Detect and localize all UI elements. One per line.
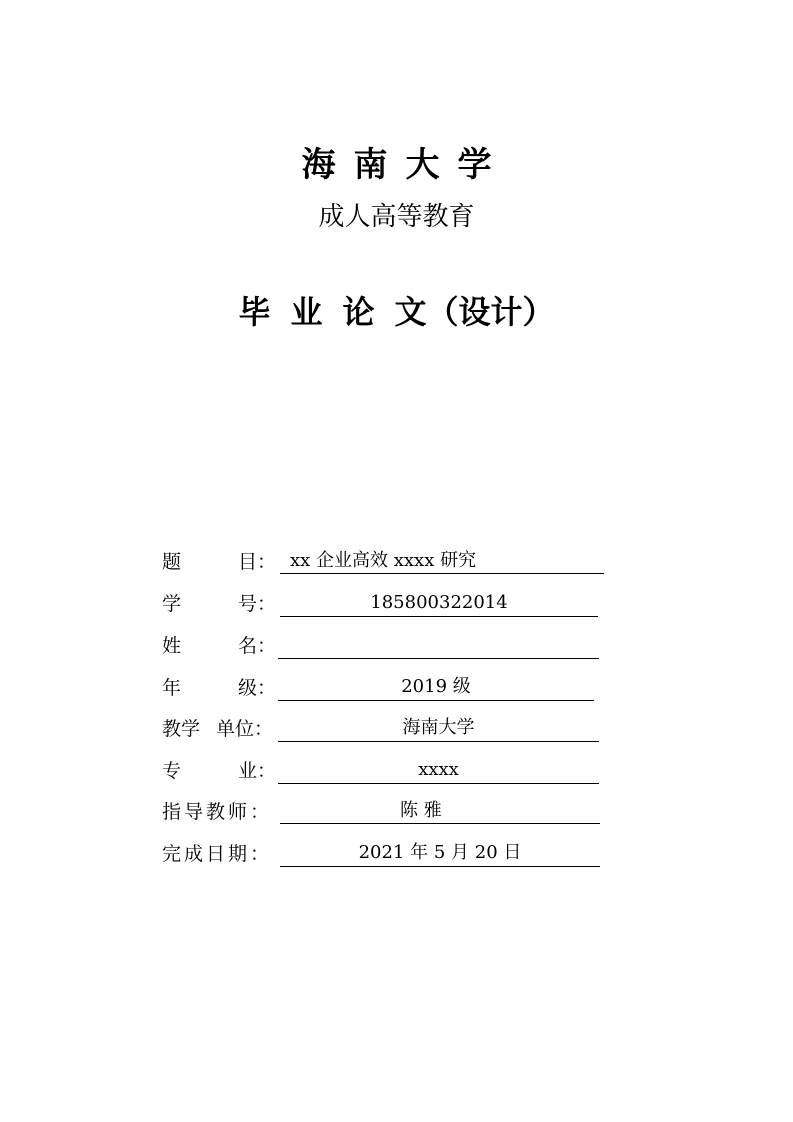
program-subtitle: 成人高等教育 — [318, 202, 475, 232]
major-field[interactable]: xxxx — [278, 757, 599, 784]
title-field[interactable]: xx 企业高效 xxxx 研究 — [280, 548, 604, 574]
student-id-field[interactable]: 185800322014 — [280, 590, 598, 617]
field-label: 指导教师： — [162, 801, 273, 823]
completion-date-field[interactable]: 2021 年 5 月 20 日 — [280, 840, 600, 867]
field-label: 年 级： — [162, 677, 277, 699]
field-label: 专 业： — [162, 760, 277, 782]
advisor-field[interactable]: 陈 雅 — [280, 798, 600, 824]
grade-field[interactable]: 2019 级 — [278, 674, 594, 701]
field-label: 题 目： — [162, 551, 277, 573]
doc-type-char: 论 — [342, 293, 375, 331]
institution-field[interactable]: 海南大学 — [278, 715, 599, 742]
field-label: 教学 单位： — [162, 718, 274, 740]
university-name: 海南大学 — [301, 145, 510, 185]
field-label: 学 号： — [162, 593, 277, 615]
name-field[interactable] — [278, 632, 599, 659]
doc-type-char: 业 — [290, 293, 323, 331]
field-label: 姓 名： — [162, 635, 277, 657]
doc-type-char: 毕 — [238, 293, 271, 331]
doc-type-paren: （设计） — [426, 293, 555, 331]
doc-type-char: 文 — [394, 293, 427, 331]
document-type — [0, 293, 793, 331]
field-label: 完成日期： — [162, 843, 273, 865]
